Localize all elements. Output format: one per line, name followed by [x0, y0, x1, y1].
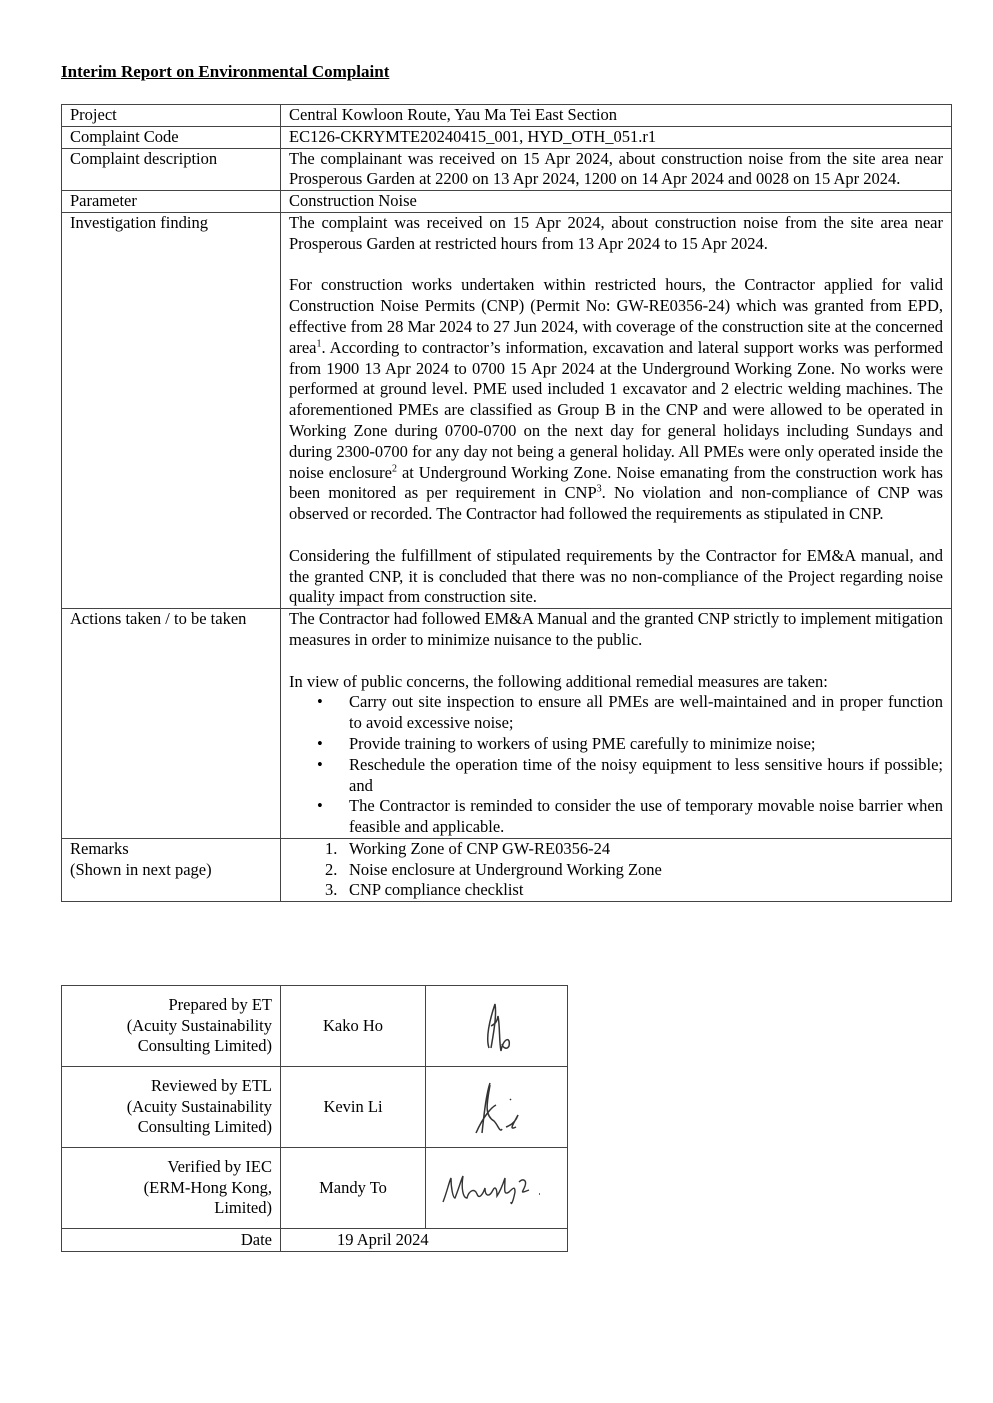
remarks-label — [62, 838, 281, 901]
date-value: 19 April 2024 — [281, 1229, 568, 1252]
signoff-reviewed — [62, 1067, 568, 1148]
signature-mandy-to — [426, 1148, 568, 1229]
row-complaint-code — [62, 126, 952, 148]
role-title: Verified by IEC — [167, 1156, 272, 1176]
signoff-date — [62, 1229, 568, 1252]
item-text: Noise enclosure at Underground Working Zone — [349, 859, 662, 879]
list-item — [325, 838, 943, 860]
prepared-role — [62, 986, 281, 1067]
verified-role — [62, 1148, 281, 1229]
parameter-label: Parameter — [62, 191, 281, 213]
role-org: (Acuity Sustainability — [126, 1096, 272, 1116]
role-org: Limited) — [214, 1198, 272, 1218]
report-title: Interim Report on Environmental Complaint — [61, 62, 390, 81]
complaint-code-label: Complaint Code — [62, 126, 281, 148]
project-value: Central Kowloon Route, Yau Ma Tei East Section — [281, 105, 952, 127]
footnote-ref-3: 3 — [596, 483, 602, 495]
list-item: • Carry out site inspection to ensure all PMEs are well-maintained and in proper function to avoid excessive noise; — [349, 692, 943, 734]
complaint-table — [61, 104, 952, 902]
description-value: The complainant was received on 15 Apr 2024, about construction noise from the site area near Prosperous Garden at 2200 on 13 Apr 2024, 1200 on 14 Apr 2024 and 0028 on 15 Apr 2024. — [281, 148, 952, 191]
finding-value — [281, 212, 952, 608]
project-label: Project — [62, 105, 281, 127]
remarks-title: Remarks — [70, 838, 129, 858]
row-description — [62, 148, 952, 191]
reviewed-name: Kevin Li — [281, 1067, 426, 1148]
actions-paragraph-1: The Contractor had followed EM&A Manual and the granted CNP strictly to implement mitigation measures in order to minimize nuisance to the public. — [289, 609, 943, 649]
row-actions — [62, 609, 952, 839]
role-org: Consulting Limited) — [137, 1036, 272, 1056]
signoff-table — [61, 985, 568, 1252]
actions-paragraph-2: In view of public concerns, the following additional remedial measures are taken: — [289, 671, 828, 691]
signoff-verified — [62, 1148, 568, 1229]
list-item: • Reschedule the operation time of the noisy equipment to less sensitive hours if possible; and — [349, 755, 943, 797]
finding-text: at Underground Working Zone. Noise emanating from the construction work has been monitored as per requirement in CNP — [289, 462, 943, 503]
role-title: Prepared by ET — [168, 994, 272, 1014]
date-label: Date — [62, 1229, 281, 1252]
list-item — [325, 880, 943, 901]
signoff-prepared — [62, 986, 568, 1067]
item-number: 3. — [325, 880, 338, 900]
finding-text: For construction works undertaken within restricted hours, the Contractor applied for valid Construction Noise Permits (CNP) (Permit No: GW-RE0356-24) which was granted from EPD, effective from 28 Mar 2024 to 27 Jun 2024, with coverage of the construction site at the concerned area — [289, 275, 943, 357]
finding-paragraph-1: The complaint was received on 15 Apr 2024, about construction noise from the site area near Prosperous Garden at restricted hours from 13 Apr 2024 to 15 Apr 2024. — [289, 212, 943, 253]
finding-paragraph-3: Considering the fulfillment of stipulated requirements by the Contractor for EM&A manual, and the granted CNP, it is concluded that there was no non-compliance of the Project regarding noise quality impact from construction site. — [289, 545, 943, 607]
remarks-sublabel: (Shown in next page) — [70, 859, 212, 879]
signature-kako-ho — [426, 986, 568, 1067]
role-org: Consulting Limited) — [137, 1117, 272, 1137]
complaint-code-value: EC126-CKRYMTE20240415_001, HYD_OTH_051.r1 — [281, 126, 952, 148]
list-item: • Provide training to workers of using PME carefully to minimize noise; — [349, 734, 943, 755]
role-org: (Acuity Sustainability — [126, 1015, 272, 1035]
signature-icon — [439, 1168, 554, 1208]
signature-icon — [467, 996, 527, 1056]
role-title: Reviewed by ETL — [151, 1075, 272, 1095]
actions-label: Actions taken / to be taken — [62, 609, 281, 839]
row-investigation-finding — [62, 212, 952, 608]
reviewed-role — [62, 1067, 281, 1148]
signature-icon — [462, 1075, 532, 1139]
remarks-value — [281, 838, 952, 901]
role-org: (ERM-Hong Kong, — [143, 1177, 272, 1197]
actions-value — [281, 609, 952, 839]
list-item — [325, 859, 943, 881]
item-text: Working Zone of CNP GW-RE0356-24 — [349, 838, 611, 858]
item-number: 2. — [325, 859, 338, 879]
finding-label: Investigation finding — [62, 212, 281, 608]
signature-kevin-li — [426, 1067, 568, 1148]
parameter-value: Construction Noise — [281, 191, 952, 213]
row-project — [62, 105, 952, 127]
finding-text: . No violation and non-compliance of CNP was observed or recorded. The Contractor had followed the requirements as stipulated in CNP. — [289, 483, 943, 524]
remedial-measures-list — [289, 692, 943, 838]
finding-text: . According to contractor’s information, excavation and lateral support works was performed from 1900 13 Apr 2024 to 0700 15 Apr 2024 at the Underground Working Zone. No works were performed at ground level. PME used included 1 excavator and 2 electric welding machines. The aforementioned PMEs are classified as Group B in the CNP and were allowed to be operated in Working Zone during 0700-0700 on the next day for general holidays including Sundays and during 2300-0700 for any day not being a general holiday. All PMEs were only operated inside the noise enclosure — [289, 337, 943, 482]
list-item: • The Contractor is reminded to consider the use of temporary movable noise barrier when feasible and applicable. — [349, 796, 943, 838]
footnote-ref-1: 1 — [316, 338, 322, 350]
row-remarks — [62, 838, 952, 901]
row-parameter — [62, 191, 952, 213]
item-number: 1. — [325, 838, 338, 858]
footnote-ref-2: 2 — [392, 463, 397, 475]
prepared-name: Kako Ho — [281, 986, 426, 1067]
item-text: CNP compliance checklist — [349, 880, 524, 900]
description-label: Complaint description — [62, 148, 281, 191]
remarks-list — [289, 839, 943, 901]
verified-name: Mandy To — [281, 1148, 426, 1229]
finding-paragraph-2 — [289, 275, 943, 525]
